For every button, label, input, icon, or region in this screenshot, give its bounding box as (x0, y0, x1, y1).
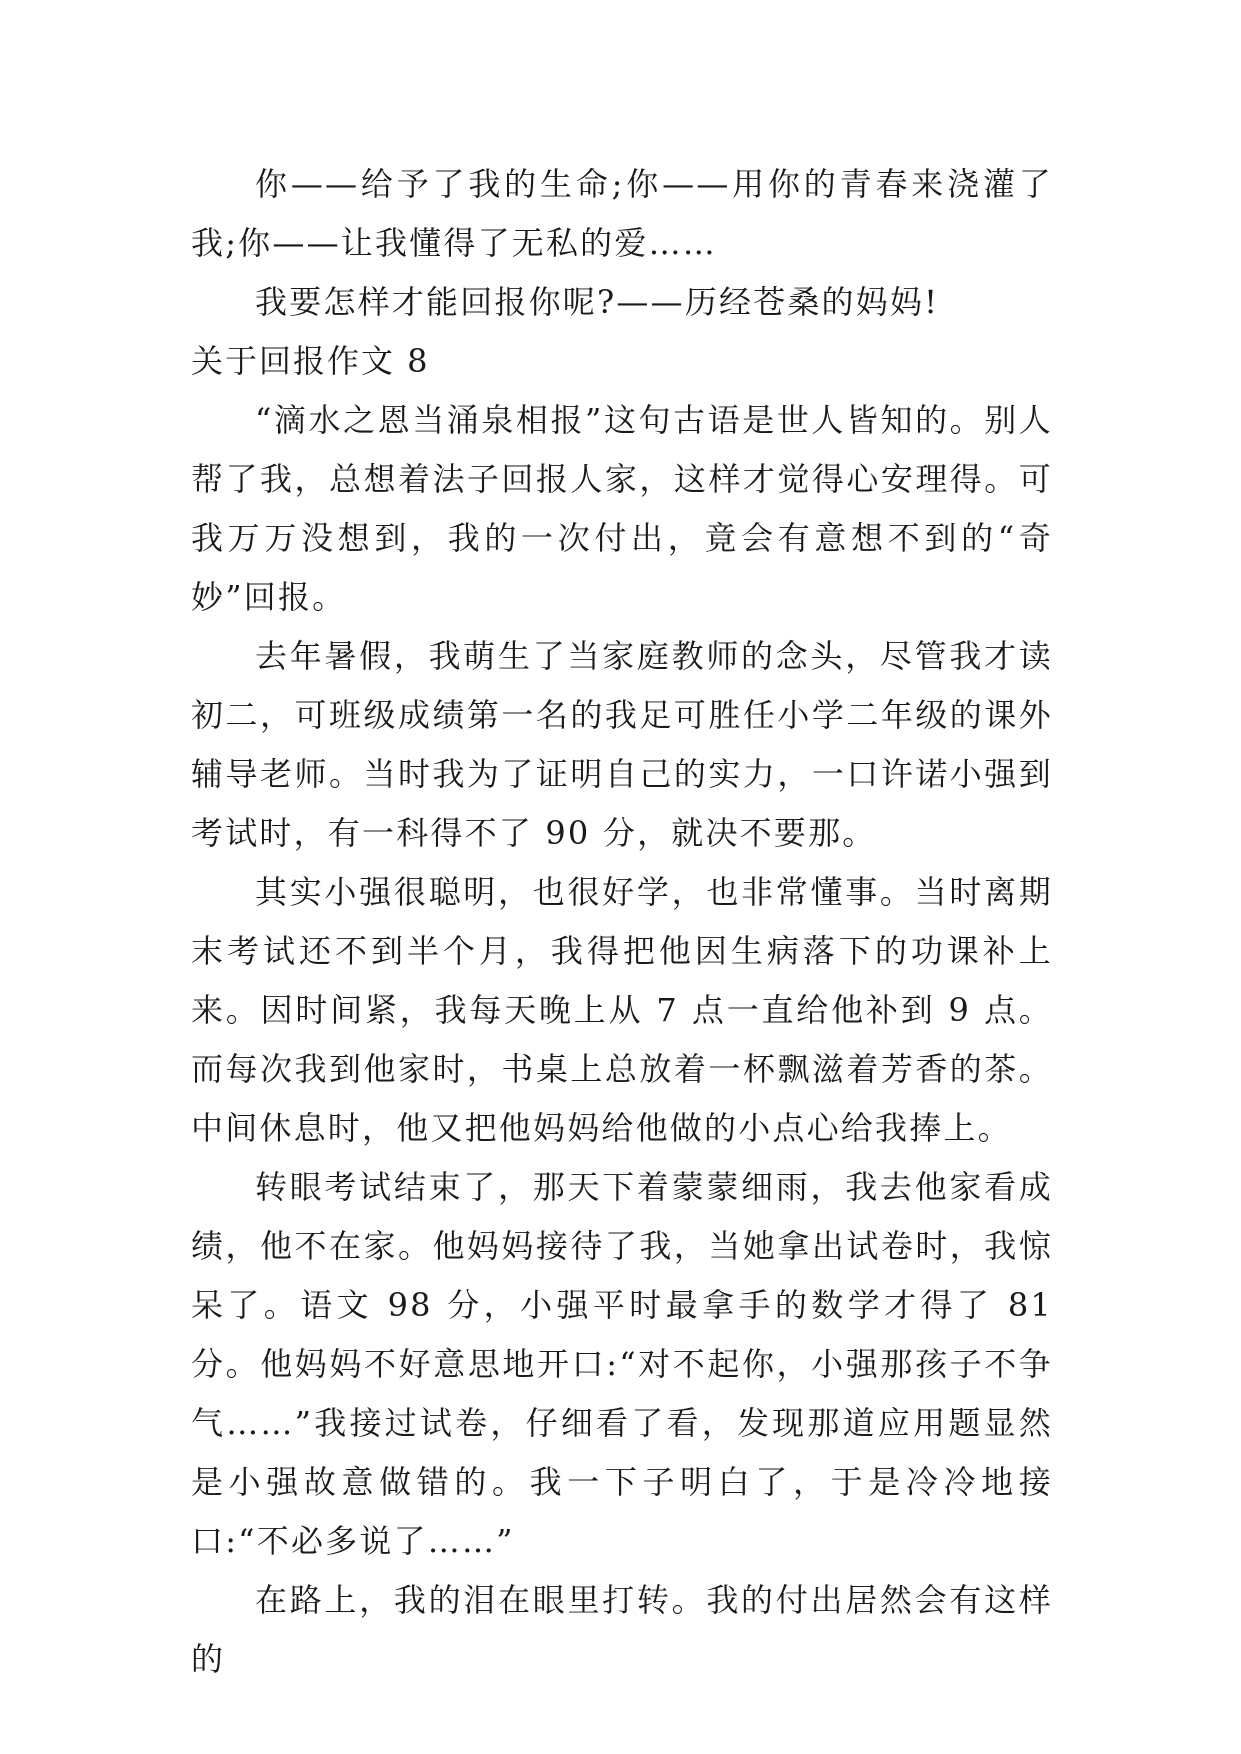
paragraph-4: 去年暑假，我萌生了当家庭教师的念头，尽管我才读初二，可班级成绩第一名的我足可胜任小学二年级的课外辅导老师。当时我为了证明自己的实力，一口许诺小强到考试时，有一科得不了 90 分，就决不要那。 (191, 637, 1053, 852)
section-title: 关于回报作文 8 (191, 342, 430, 380)
paragraph-3: “滴水之恩当涌泉相报”这句古语是世人皆知的。别人帮了我，总想着法子回报人家，这样才觉得心安理得。可我万万没想到，我的一次付出，竟会有意想不到的“奇妙”回报。 (191, 401, 1053, 616)
paragraph-1: 你——给予了我的生命;你——用你的青春来浇灌了我;你——让我懂得了无私的爱…… (191, 165, 1053, 262)
document-body (191, 155, 1053, 1689)
paragraph-2: 我要怎样才能回报你呢?——历经苍桑的妈妈! (255, 283, 940, 321)
paragraph-6: 转眼考试结束了，那天下着蒙蒙细雨，我去他家看成绩，他不在家。他妈妈接待了我，当她拿出试卷时，我惊呆了。语文 98 分，小强平时最拿手的数学才得了 81 分。他妈妈不好意思地开口:“对不起你，小强那孩子不争气……”我接过试卷，仔细看了看，发现那道应用题显然是小强故意做错的。我一下子明白了，于是冷冷地接口:“不必多说了……” (191, 1168, 1053, 1560)
paragraph-7: 在路上，我的泪在眼里打转。我的付出居然会有这样的 (191, 1581, 1053, 1678)
paragraph-5: 其实小强很聪明，也很好学，也非常懂事。当时离期末考试还不到半个月，我得把他因生病落下的功课补上来。因时间紧，我每天晚上从 7 点一直给他补到 9 点。而每次我到他家时，书桌上总放着一杯飘滋着芳香的茶。中间休息时，他又把他妈妈给他做的小点心给我捧上。 (191, 873, 1053, 1147)
